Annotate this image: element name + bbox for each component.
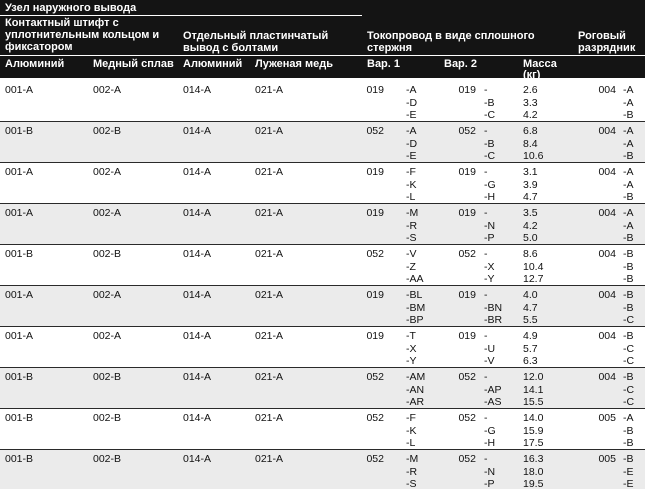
cell-aluminum-pin: 001-B — [5, 125, 34, 137]
cell-var2-suffix: - — [484, 330, 488, 342]
cell-var2-code: 019 — [458, 84, 476, 96]
cell-var2-suffix: -X — [484, 260, 495, 273]
cell-tinned-copper: 021-A — [255, 371, 284, 383]
cell-mass: 3.1 — [523, 166, 538, 178]
row-divider — [0, 285, 645, 286]
row-divider — [0, 326, 645, 327]
cell-var1-code: 052 — [366, 412, 384, 424]
cell-horn-code: 004 — [598, 207, 616, 219]
cell-horn-suffix: -B — [623, 289, 634, 301]
cell-copper-pin: 002-B — [93, 248, 122, 260]
cell-mass: 4.2 — [523, 109, 538, 121]
cell-var2-code: 019 — [458, 166, 476, 178]
cell-var2-suffix: -AS — [484, 396, 502, 408]
cell-mass: 8.4 — [523, 137, 538, 150]
cell-aluminum-pin: 001-B — [5, 248, 34, 260]
cell-var1-suffix: -BM — [406, 301, 426, 314]
cell-var2-suffix: -V — [484, 355, 495, 367]
cell-var2-suffix: -P — [484, 478, 495, 489]
cell-mass: 4.7 — [523, 301, 538, 314]
cell-aluminum-pin: 001-B — [5, 453, 34, 465]
cell-mass: 4.2 — [523, 219, 538, 232]
cell-aluminum-pin: 001-B — [5, 371, 34, 383]
cell-var2-code: 019 — [458, 289, 476, 301]
cell-var1-code: 019 — [366, 330, 384, 342]
cell-aluminum-pin: 001-A — [5, 166, 34, 178]
cell-aluminum-pin: 001-A — [5, 207, 34, 219]
cell-horn-suffix: -B — [623, 150, 634, 162]
cell-var2-suffix: - — [484, 248, 488, 260]
cell-mass: 6.8 — [523, 125, 538, 137]
cell-var2-suffix: -C — [484, 109, 496, 121]
header-group-conductor: стержня — [367, 42, 413, 54]
cell-copper-pin: 002-B — [93, 125, 122, 137]
cell-horn-code: 004 — [598, 84, 616, 96]
cell-var2-code: 019 — [458, 207, 476, 219]
cell-mass: 5.0 — [523, 232, 538, 244]
cell-aluminum-plate: 014-A — [183, 207, 212, 219]
cell-var2-suffix: -AP — [484, 383, 502, 396]
cell-var1-suffix: -K — [406, 424, 417, 437]
header-divider — [0, 55, 645, 56]
cell-var2-suffix: -G — [484, 178, 496, 191]
cell-horn-suffix: -A — [623, 219, 634, 232]
cell-aluminum-plate: 014-A — [183, 371, 212, 383]
cell-mass: 19.5 — [523, 478, 544, 489]
cell-horn-suffix: -C — [623, 355, 635, 367]
cell-aluminum-pin: 001-A — [5, 289, 34, 301]
cell-var2-suffix: -B — [484, 137, 495, 150]
cell-var1-suffix: -M — [406, 207, 419, 219]
cell-mass: 5.7 — [523, 342, 538, 355]
cell-horn-suffix: -A — [623, 96, 634, 109]
cell-var1-suffix: -V — [406, 248, 417, 260]
cell-horn-suffix: -B — [623, 232, 634, 244]
cell-horn-suffix: -E — [623, 465, 634, 478]
cell-horn-suffix: -C — [623, 342, 635, 355]
cell-mass: 4.7 — [523, 191, 538, 203]
cell-tinned-copper: 021-A — [255, 166, 284, 178]
cell-copper-pin: 002-B — [93, 371, 122, 383]
cell-var2-code: 052 — [458, 125, 476, 137]
cell-horn-code: 004 — [598, 248, 616, 260]
cell-var2-suffix: -B — [484, 96, 495, 109]
cell-tinned-copper: 021-A — [255, 289, 284, 301]
cell-var1-suffix: -K — [406, 178, 417, 191]
cell-var1-code: 019 — [366, 207, 384, 219]
cell-horn-suffix: -B — [623, 191, 634, 203]
column-header-mass: Масса — [523, 58, 557, 70]
row-divider — [0, 367, 645, 368]
cell-mass: 10.6 — [523, 150, 544, 162]
cell-mass: 14.0 — [523, 412, 544, 424]
cell-var2-suffix: -N — [484, 219, 496, 232]
cell-horn-code: 004 — [598, 125, 616, 137]
row-divider — [0, 408, 645, 409]
cell-var1-suffix: -L — [406, 437, 416, 449]
cell-tinned-copper: 021-A — [255, 84, 284, 96]
cell-horn-suffix: -A — [623, 166, 634, 178]
cell-var2-suffix: - — [484, 412, 488, 424]
row-divider — [0, 244, 645, 245]
cell-mass: 15.5 — [523, 396, 544, 408]
row-divider — [0, 121, 645, 122]
cell-horn-suffix: -B — [623, 260, 634, 273]
cell-copper-pin: 002-A — [93, 84, 122, 96]
cell-var1-suffix: -AR — [406, 396, 425, 408]
cell-aluminum-pin: 001-A — [5, 330, 34, 342]
cell-var1-suffix: -S — [406, 232, 417, 244]
column-header-var1: Вар. 1 — [367, 58, 401, 70]
header-group-pin: уплотнительным кольцом и — [5, 29, 160, 41]
cell-var1-suffix: -BP — [406, 314, 424, 326]
header-group-pin: Контактный штифт с — [5, 17, 119, 29]
cell-var2-suffix: - — [484, 125, 488, 137]
column-header-var2: Вар. 2 — [444, 58, 478, 70]
cell-var1-suffix: -BL — [406, 289, 423, 301]
header-group-horn: Роговый — [578, 30, 626, 42]
cell-var2-suffix: - — [484, 371, 488, 383]
cell-var2-suffix: -H — [484, 191, 496, 203]
cell-mass: 6.3 — [523, 355, 538, 367]
cell-var1-suffix: -D — [406, 96, 418, 109]
cell-horn-suffix: -B — [623, 248, 634, 260]
cell-aluminum-pin: 001-B — [5, 412, 34, 424]
cell-mass: 8.6 — [523, 248, 538, 260]
cell-aluminum-plate: 014-A — [183, 289, 212, 301]
cell-var1-suffix: -L — [406, 191, 416, 203]
column-header-mass: (кг) — [523, 69, 541, 81]
cell-copper-pin: 002-B — [93, 453, 122, 465]
cell-horn-code: 004 — [598, 166, 616, 178]
cell-var2-suffix: -U — [484, 342, 496, 355]
cell-mass: 3.5 — [523, 207, 538, 219]
cell-var1-suffix: -AA — [406, 273, 424, 285]
cell-mass: 15.9 — [523, 424, 544, 437]
cell-var2-suffix: - — [484, 84, 488, 96]
cell-horn-suffix: -A — [623, 137, 634, 150]
cell-var1-suffix: -E — [406, 109, 417, 121]
cell-horn-code: 004 — [598, 289, 616, 301]
cell-var1-suffix: -S — [406, 478, 417, 489]
cell-horn-suffix: -B — [623, 371, 634, 383]
cell-var2-suffix: -Y — [484, 273, 495, 285]
cell-var1-code: 019 — [366, 166, 384, 178]
cell-var2-code: 052 — [458, 453, 476, 465]
column-header-aluminum: Алюминий — [5, 58, 65, 70]
cell-tinned-copper: 021-A — [255, 248, 284, 260]
cell-var1-suffix: -E — [406, 150, 417, 162]
header-group-conductor: Токопровод в виде сплошного — [367, 30, 535, 42]
cell-horn-suffix: -B — [623, 273, 634, 285]
row-divider — [0, 162, 645, 163]
cell-mass: 12.7 — [523, 273, 544, 285]
cell-mass: 16.3 — [523, 453, 544, 465]
cell-var2-code: 052 — [458, 248, 476, 260]
cell-horn-suffix: -B — [623, 437, 634, 449]
cell-var2-suffix: -H — [484, 437, 496, 449]
cell-aluminum-plate: 014-A — [183, 84, 212, 96]
cell-var1-suffix: -M — [406, 453, 419, 465]
header-group-plate: Отдельный пластинчатый — [183, 30, 329, 42]
cell-copper-pin: 002-A — [93, 207, 122, 219]
cell-var1-suffix: -Z — [406, 260, 416, 273]
cell-var2-suffix: -BR — [484, 314, 503, 326]
header-divider — [0, 15, 362, 16]
cell-var2-suffix: - — [484, 166, 488, 178]
cell-aluminum-plate: 014-A — [183, 166, 212, 178]
cell-copper-pin: 002-B — [93, 412, 122, 424]
cell-var2-suffix: - — [484, 453, 488, 465]
cell-horn-suffix: -A — [623, 84, 634, 96]
cell-aluminum-plate: 014-A — [183, 453, 212, 465]
header-group-plate: вывод с болтами — [183, 42, 279, 54]
cell-mass: 5.5 — [523, 314, 538, 326]
header-group-horn: разрядник — [578, 42, 636, 54]
cell-var1-code: 052 — [366, 125, 384, 137]
cell-mass: 10.4 — [523, 260, 544, 273]
cell-horn-suffix: -B — [623, 109, 634, 121]
cell-var1-suffix: -R — [406, 465, 418, 478]
cell-var2-code: 052 — [458, 371, 476, 383]
cell-var2-suffix: -G — [484, 424, 496, 437]
cell-horn-suffix: -A — [623, 178, 634, 191]
column-header-copper: Медный сплав — [93, 58, 174, 70]
cell-var2-code: 019 — [458, 330, 476, 342]
cell-horn-suffix: -C — [623, 383, 635, 396]
cell-horn-suffix: -B — [623, 424, 634, 437]
cell-var2-suffix: -P — [484, 232, 495, 244]
cell-horn-code: 004 — [598, 330, 616, 342]
cell-mass: 12.0 — [523, 371, 544, 383]
header-group-pin: фиксатором — [5, 41, 73, 53]
cell-copper-pin: 002-A — [93, 330, 122, 342]
cell-copper-pin: 002-A — [93, 166, 122, 178]
cell-aluminum-plate: 014-A — [183, 125, 212, 137]
cell-var2-code: 052 — [458, 412, 476, 424]
column-header-aluminum: Алюминий — [183, 58, 243, 70]
cell-var1-suffix: -A — [406, 125, 417, 137]
cell-var1-code: 052 — [366, 371, 384, 383]
cell-horn-suffix: -C — [623, 314, 635, 326]
cell-horn-suffix: -E — [623, 478, 634, 489]
cell-horn-suffix: -B — [623, 330, 634, 342]
cell-var2-suffix: -C — [484, 150, 496, 162]
table-header — [0, 0, 645, 81]
cell-var2-suffix: - — [484, 207, 488, 219]
column-header-tinned-copper: Луженая медь — [255, 58, 333, 70]
cell-var1-suffix: -R — [406, 219, 418, 232]
cell-tinned-copper: 021-A — [255, 453, 284, 465]
cell-tinned-copper: 021-A — [255, 330, 284, 342]
cell-horn-suffix: -B — [623, 301, 634, 314]
cell-aluminum-pin: 001-A — [5, 84, 34, 96]
cell-var1-suffix: -AN — [406, 383, 425, 396]
cell-mass: 2.6 — [523, 84, 538, 96]
cell-horn-suffix: -C — [623, 396, 635, 408]
cell-horn-suffix: -B — [623, 453, 634, 465]
cell-var1-code: 019 — [366, 289, 384, 301]
cell-var1-suffix: -A — [406, 84, 417, 96]
row-divider — [0, 449, 645, 450]
cell-tinned-copper: 021-A — [255, 125, 284, 137]
cell-var2-suffix: -N — [484, 465, 496, 478]
cell-mass: 4.0 — [523, 289, 538, 301]
cell-var1-suffix: -D — [406, 137, 418, 150]
cell-aluminum-plate: 014-A — [183, 330, 212, 342]
cell-horn-code: 005 — [598, 453, 616, 465]
cell-var1-code: 052 — [366, 453, 384, 465]
cell-mass: 17.5 — [523, 437, 544, 449]
cell-horn-suffix: -A — [623, 125, 634, 137]
cell-mass: 18.0 — [523, 465, 544, 478]
cell-var1-suffix: -Y — [406, 355, 417, 367]
cell-aluminum-plate: 014-A — [183, 412, 212, 424]
row-divider — [0, 203, 645, 204]
cell-var2-suffix: - — [484, 289, 488, 301]
header-title: Узел наружного вывода — [5, 2, 137, 14]
cell-tinned-copper: 021-A — [255, 412, 284, 424]
cell-mass: 3.9 — [523, 178, 538, 191]
cell-copper-pin: 002-A — [93, 289, 122, 301]
cell-tinned-copper: 021-A — [255, 207, 284, 219]
cell-var1-suffix: -X — [406, 342, 417, 355]
cell-var1-suffix: -T — [406, 330, 416, 342]
cell-horn-code: 005 — [598, 412, 616, 424]
cell-horn-suffix: -A — [623, 207, 634, 219]
cell-var1-suffix: -F — [406, 166, 416, 178]
cell-aluminum-plate: 014-A — [183, 248, 212, 260]
cell-horn-code: 004 — [598, 371, 616, 383]
cell-horn-suffix: -A — [623, 412, 634, 424]
cell-var1-suffix: -AM — [406, 371, 426, 383]
cell-var2-suffix: -BN — [484, 301, 503, 314]
cell-mass: 14.1 — [523, 383, 544, 396]
cell-mass: 4.9 — [523, 330, 538, 342]
cell-var1-code: 019 — [366, 84, 384, 96]
cell-var1-suffix: -F — [406, 412, 416, 424]
cell-mass: 3.3 — [523, 96, 538, 109]
cell-var1-code: 052 — [366, 248, 384, 260]
